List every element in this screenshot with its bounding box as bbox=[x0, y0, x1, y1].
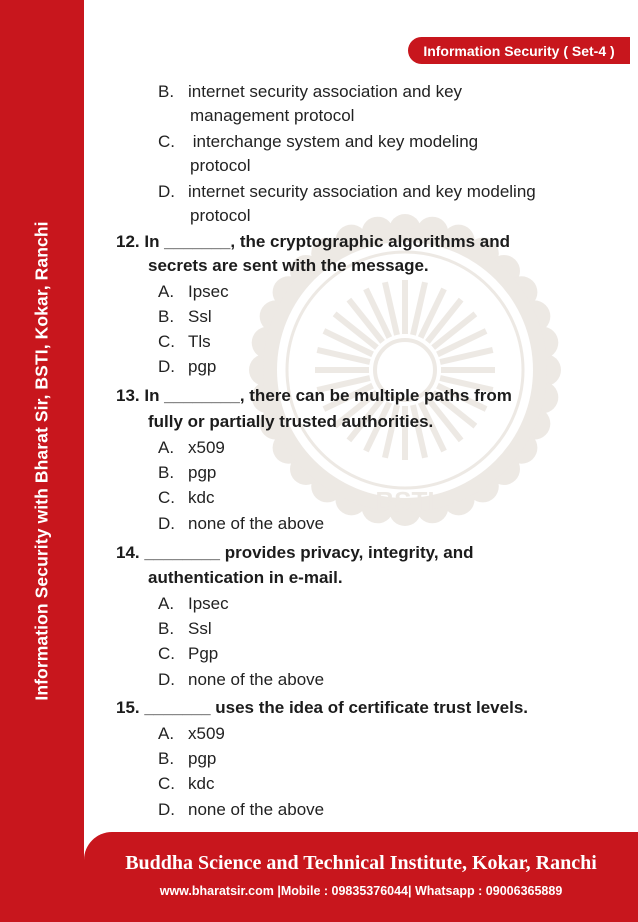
answer-option bbox=[158, 670, 324, 690]
option-letter: D. bbox=[158, 670, 175, 689]
option-text: Ipsec bbox=[188, 282, 229, 301]
option-letter: D. bbox=[158, 182, 175, 201]
answer-option bbox=[158, 724, 225, 744]
option-letter: C. bbox=[158, 774, 175, 793]
option-letter: B. bbox=[158, 619, 175, 638]
answer-option bbox=[158, 463, 216, 483]
option-letter: C. bbox=[158, 644, 175, 663]
option-text: interchange system and key modeling bbox=[188, 132, 479, 151]
option-text: Pgp bbox=[188, 644, 219, 663]
option-letter: D. bbox=[158, 514, 175, 533]
answer-option bbox=[158, 182, 536, 202]
institute-name: Buddha Science and Technical Institute, Kokar, Ranchi bbox=[125, 852, 597, 874]
answer-option bbox=[158, 357, 216, 377]
option-text: none of the above bbox=[188, 800, 325, 819]
contact-line: www.bharatsir.com |Mobile : 09835376044| Whatsapp : 09006365889 bbox=[159, 884, 563, 898]
watermark-text: BSTI bbox=[375, 486, 435, 516]
answer-option bbox=[158, 514, 324, 534]
answer-option bbox=[158, 307, 212, 327]
option-continuation: protocol bbox=[190, 206, 251, 225]
answer-option bbox=[158, 749, 216, 769]
option-text: Ipsec bbox=[188, 594, 229, 613]
option-letter: B. bbox=[158, 307, 175, 326]
option-text: pgp bbox=[188, 357, 217, 376]
option-letter: D. bbox=[158, 800, 175, 819]
option-letter: B. bbox=[158, 749, 175, 768]
option-text: internet security association and key bbox=[188, 82, 463, 101]
option-text: internet security association and key modeling bbox=[188, 182, 536, 201]
question-text: 15. _______ uses the idea of certificate trust levels. bbox=[116, 698, 528, 717]
answer-option bbox=[158, 82, 462, 102]
footer-banner bbox=[84, 832, 638, 922]
set-title-badge: Information Security ( Set-4 ) bbox=[408, 37, 630, 64]
question-text: 14. ________ provides privacy, integrity, and bbox=[116, 543, 474, 562]
option-letter: A. bbox=[158, 594, 175, 613]
option-text: pgp bbox=[188, 463, 217, 482]
option-text: kdc bbox=[188, 774, 215, 793]
answer-option bbox=[158, 488, 214, 508]
option-letter: C. bbox=[158, 332, 175, 351]
answer-option bbox=[158, 438, 225, 458]
option-text: none of the above bbox=[188, 514, 325, 533]
option-letter: C. bbox=[158, 132, 175, 151]
option-text: none of the above bbox=[188, 670, 325, 689]
answer-option bbox=[158, 774, 214, 794]
option-continuation: protocol bbox=[190, 156, 251, 175]
question-text: fully or partially trusted authorities. bbox=[148, 412, 434, 431]
question-text: 12. In _______, the cryptographic algorithms and bbox=[116, 232, 510, 251]
answer-option bbox=[158, 332, 211, 352]
option-text: pgp bbox=[188, 749, 217, 768]
option-text: x509 bbox=[188, 438, 225, 457]
option-letter: C. bbox=[158, 488, 175, 507]
option-letter: A. bbox=[158, 724, 175, 743]
answer-option bbox=[158, 619, 212, 639]
answer-option bbox=[158, 800, 324, 820]
answer-option bbox=[158, 644, 218, 664]
answer-option bbox=[158, 594, 229, 614]
answer-option bbox=[158, 132, 478, 152]
option-text: kdc bbox=[188, 488, 215, 507]
question-text: secrets are sent with the message. bbox=[148, 256, 429, 275]
option-text: Tls bbox=[188, 332, 211, 351]
option-letter: B. bbox=[158, 82, 175, 101]
answer-option bbox=[158, 282, 229, 302]
question-text: 13. In ________, there can be multiple paths from bbox=[116, 386, 512, 405]
option-letter: D. bbox=[158, 357, 175, 376]
option-letter: A. bbox=[158, 438, 175, 457]
option-letter: B. bbox=[158, 463, 175, 482]
option-continuation: management protocol bbox=[190, 106, 355, 125]
option-letter: A. bbox=[158, 282, 175, 301]
option-text: Ssl bbox=[188, 307, 212, 326]
option-text: x509 bbox=[188, 724, 225, 743]
question-text: authentication in e-mail. bbox=[148, 568, 343, 587]
sidebar-text: Information Security with Bharat Sir, BSTI, Kokar, Ranchi bbox=[31, 221, 52, 701]
option-text: Ssl bbox=[188, 619, 212, 638]
